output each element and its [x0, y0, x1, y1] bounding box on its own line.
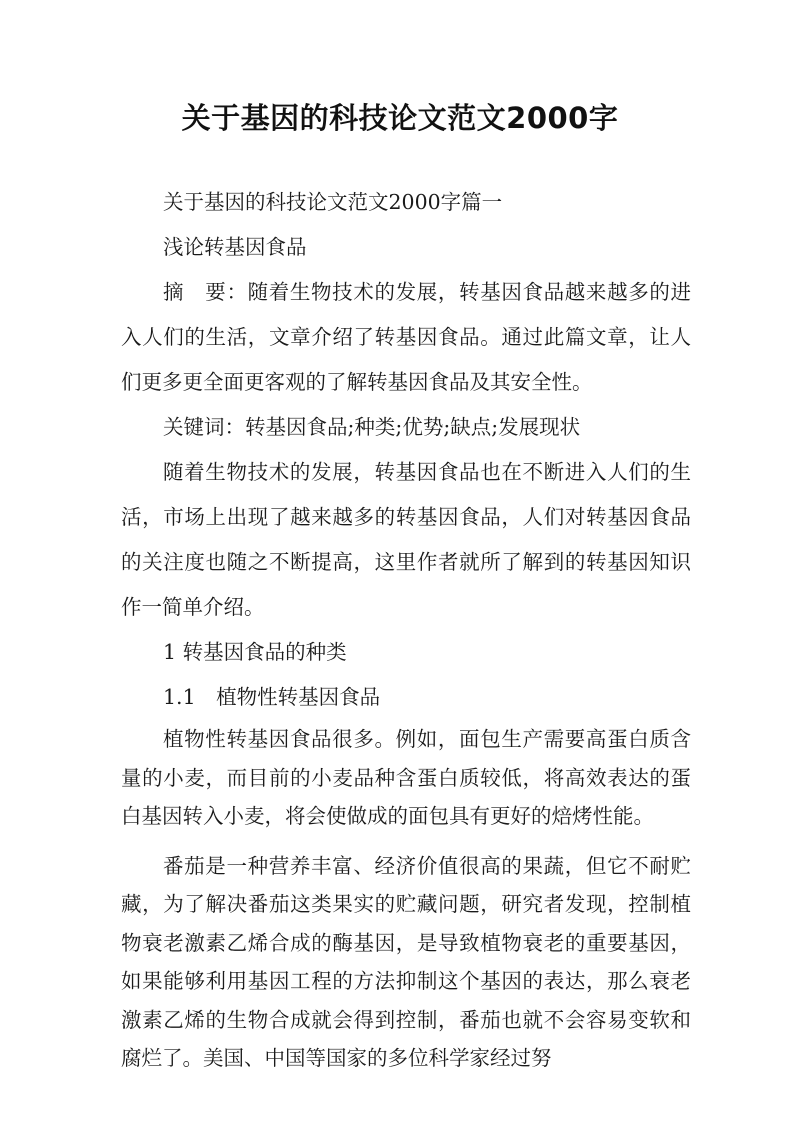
intro-paragraph: 随着生物技术的发展，转基因食品也在不断进入人们的生活，市场上出现了越来越多的转基因食品，人们对转基因食品的关注度也随之不断提高，这里作者就所了解到的转基因知识作一简单介绍。 [121, 460, 691, 619]
section-1-heading: 1 转基因食品的种类 [163, 640, 347, 664]
article-series-heading: 关于基因的科技论文范文2000字篇一 [163, 190, 503, 214]
keywords-line: 关键词：转基因食品;种类;优势;缺点;发展现状 [163, 415, 581, 439]
article-title: 浅论转基因食品 [163, 235, 307, 259]
abstract-paragraph: 摘 要：随着生物技术的发展，转基因食品越来越多的进入人们的生活，文章介绍了转基因食品。通过此篇文章，让人们更多更全面更客观的了解转基因食品及其安全性。 [121, 280, 691, 394]
document-title: 关于基因的科技论文范文2000字 [181, 101, 619, 135]
tomato-paragraph: 番茄是一种营养丰富、经济价值很高的果蔬，但它不耐贮藏，为了解决番茄这类果实的贮藏问题，研究者发现，控制植物衰老激素乙烯合成的酶基因，是导致植物衰老的重要基因，如果能够利用基因工程的方法抑制这个基因的表达，那么衰老激素乙烯的生物合成就会得到控制，番茄也就不会容易变软和腐烂了。美国、中国等国家的多位科学家经过努 [121, 853, 691, 1070]
document-body [121, 180, 691, 1078]
wheat-paragraph: 植物性转基因食品很多。例如，面包生产需要高蛋白质含量的小麦，而目前的小麦品种含蛋白质较低，将高效表达的蛋白基因转入小麦，将会使做成的面包具有更好的焙烤性能。 [121, 727, 691, 828]
section-1-1-heading: 1.1 植物性转基因食品 [163, 685, 381, 709]
